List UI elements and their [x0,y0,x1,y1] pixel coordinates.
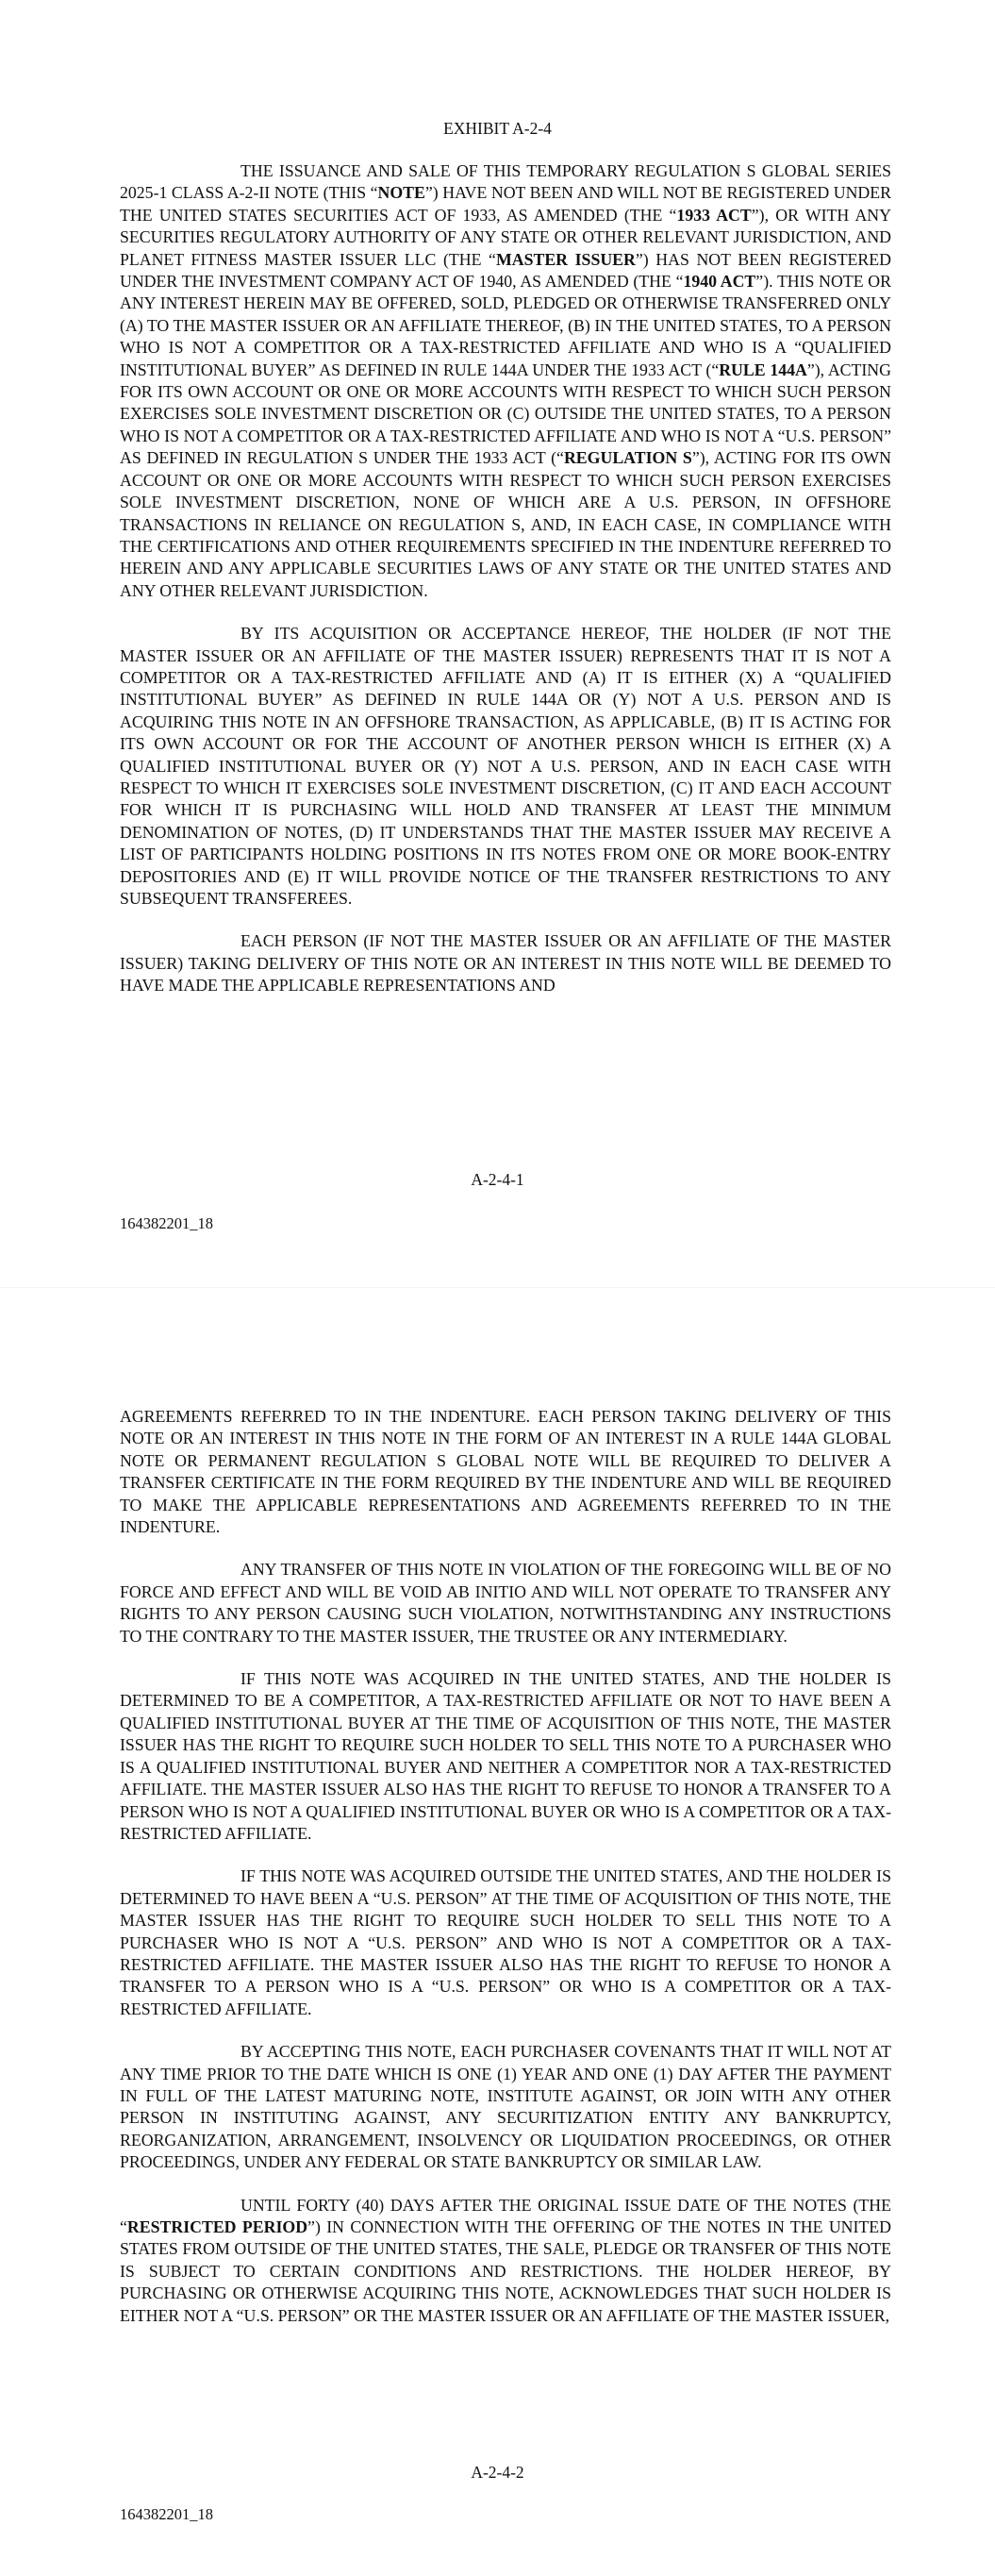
paragraph-holder-representations: BY ITS ACQUISITION OR ACCEPTANCE HEREOF, THE HOLDER (IF NOT THE MASTER ISSUER OR AN AFFILIATE OF THE MASTER ISSUER) REPRESENTS THAT IT IS NOT A COMPETITOR OR A TAX-RESTRICTED AFFILIATE AND (A) IT IS EITHER (X) A “QUALIFIED INSTITUTIONAL BUYER” AS DEFINED IN RULE 144A OR (Y) NOT A U.S. PERSON AND IS ACQUIRING THIS NOTE IN AN OFFSHORE TRANSACTION, AS APPLICABLE, (B) IT IS ACTING FOR ITS OWN ACCOUNT OR FOR THE ACCOUNT OF ANOTHER PERSON WHICH IS EITHER (X) A QUALIFIED INSTITUTIONAL BUYER OR (Y) NOT A U.S. PERSON, AND IN EACH CASE WITH RESPECT TO WHICH IT EXERCISES SOLE INVESTMENT DISCRETION, (C) IT AND EACH ACCOUNT FOR WHICH IT IS PURCHASING WILL HOLD AND TRANSFER AT LEAST THE MINIMUM DENOMINATION OF NOTES, (D) IT UNDERSTANDS THAT THE MASTER ISSUER MAY RECEIVE A LIST OF PARTICIPANTS HOLDING POSITIONS IN ITS NOTES FROM ONE OR MORE BOOK-ENTRY DEPOSITORIES AND (E) IT WILL PROVIDE NOTICE OF THE TRANSFER RESTRICTIONS TO ANY SUBSEQUENT TRANSFEREES. [120,624,891,908]
paragraph-deemed-representations: EACH PERSON (IF NOT THE MASTER ISSUER OR AN AFFILIATE OF THE MASTER ISSUER) TAKING DELIVERY OF THIS NOTE OR AN INTEREST IN THIS NOTE WILL BE DEEMED TO HAVE MADE THE APPLICABLE REPRESENTATIONS AND [120,931,891,995]
paragraph-us-acquisition: IF THIS NOTE WAS ACQUIRED IN THE UNITED STATES, AND THE HOLDER IS DETERMINED TO BE A COMPETITOR, A TAX-RESTRICTED AFFILIATE OR NOT TO HAVE BEEN A QUALIFIED INSTITUTIONAL BUYER AT THE TIME OF ACQUISITION OF THIS NOTE, THE MASTER ISSUER HAS THE RIGHT TO REQUIRE SUCH HOLDER TO SELL THIS NOTE TO A PURCHASER WHO IS A QUALIFIED INSTITUTIONAL BUYER AND NEITHER A COMPETITOR NOR A TAX-RESTRICTED AFFILIATE. THE MASTER ISSUER ALSO HAS THE RIGHT TO REFUSE TO HONOR A TRANSFER TO A PERSON WHO IS NOT A QUALIFIED INSTITUTIONAL BUYER OR WHO IS A COMPETITOR OR A TAX-RESTRICTED AFFILIATE. [120,1669,891,1843]
paragraph-transfer-legend: THE ISSUANCE AND SALE OF THIS TEMPORARY REGULATION S GLOBAL SERIES 2025-1 CLASS A-2-II NOTE (THIS “NOTE”) HAVE NOT BEEN AND WILL NOT BE REGISTERED UNDER THE UNITED STATES SECURITIES ACT OF 1933, AS AMENDED (THE “1933 ACT”), OR WITH ANY SECURITIES REGULATORY AUTHORITY OF ANY STATE OR OTHER RELEVANT JURISDICTION, AND PLANET FITNESS MASTER ISSUER LLC (THE “MASTER ISSUER”) HAS NOT BEEN REGISTERED UNDER THE INVESTMENT COMPANY ACT OF 1940, AS AMENDED (THE “1940 ACT”). THIS NOTE OR ANY INTEREST HEREIN MAY BE OFFERED, SOLD, PLEDGED OR OTHERWISE TRANSFERRED ONLY (A) TO THE MASTER ISSUER OR AN AFFILIATE THEREOF, (B) IN THE UNITED STATES, TO A PERSON WHO IS NOT A COMPETITOR OR A TAX-RESTRICTED AFFILIATE AND WHO IS A “QUALIFIED INSTITUTIONAL BUYER” AS DEFINED IN RULE 144A UNDER THE 1933 ACT (“RULE 144A”), ACTING FOR ITS OWN ACCOUNT OR ONE OR MORE ACCOUNTS WITH RESPECT TO WHICH SUCH PERSON EXERCISES SOLE INVESTMENT DISCRETION OR (C) OUTSIDE THE UNITED STATES, TO A PERSON WHO IS NOT A COMPETITOR OR A TAX-RESTRICTED AFFILIATE AND WHO IS NOT A “U.S. PERSON” AS DEFINED IN REGULATION S UNDER THE 1933 ACT (“REGULATION S”), ACTING FOR ITS OWN ACCOUNT OR ONE OR MORE ACCOUNTS WITH RESPECT TO WHICH SUCH PERSON EXERCISES SOLE INVESTMENT DISCRETION, NONE OF WHICH ARE A U.S. PERSON, IN OFFSHORE TRANSACTIONS IN RELIANCE ON REGULATION S, AND, IN EACH CASE, IN COMPLIANCE WITH THE CERTIFICATIONS AND OTHER REQUIREMENTS SPECIFIED IN THE INDENTURE REFERRED TO HEREIN AND ANY APPLICABLE SECURITIES LAWS OF ANY STATE OR THE UNITED STATES AND ANY OTHER RELEVANT JURISDICTION. [120,161,892,600]
paragraph-restricted-period: UNTIL FORTY (40) DAYS AFTER THE ORIGINAL ISSUE DATE OF THE NOTES (THE “RESTRICTED PERIOD”) IN CONNECTION WITH THE OFFERING OF THE NOTES IN THE UNITED STATES FROM OUTSIDE OF THE UNITED STATES, THE SALE, PLEDGE OR TRANSFER OF THIS NOTE IS SUBJECT TO CERTAIN CONDITIONS AND RESTRICTIONS. THE HOLDER HEREOF, BY PURCHASING OR OTHERWISE ACQUIRING THIS NOTE, ACKNOWLEDGES THAT SUCH HOLDER IS EITHER NOT A “U.S. PERSON” OR THE MASTER ISSUER OR AN AFFILIATE OF THE MASTER ISSUER, [120,2195,891,2325]
exhibit-title: EXHIBIT A-2-4 [443,119,552,138]
document-page-2 [0,1288,995,2576]
page-1-body [120,160,891,997]
paragraph-void-transfer: ANY TRANSFER OF THIS NOTE IN VIOLATION OF THE FOREGOING WILL BE OF NO FORCE AND EFFECT AND WILL BE VOID AB INITIO AND WILL NOT OPERATE TO TRANSFER ANY RIGHTS TO ANY PERSON CAUSING SUCH VIOLATION, NOTWITHSTANDING ANY INSTRUCTIONS TO THE CONTRARY TO THE MASTER ISSUER, THE TRUSTEE OR ANY INTERMEDIARY. [120,1560,891,1646]
page-number: A-2-4-2 [471,2463,524,2482]
page-2-body [120,1406,891,2327]
document-id: 164382201_18 [120,1214,213,1232]
document-id: 164382201_18 [120,2505,213,2523]
paragraph-offshore-acquisition: IF THIS NOTE WAS ACQUIRED OUTSIDE THE UNITED STATES, AND THE HOLDER IS DETERMINED TO HAVE BEEN A “U.S. PERSON” AT THE TIME OF ACQUISITION OF THIS NOTE, THE MASTER ISSUER HAS THE RIGHT TO REQUIRE SUCH HOLDER TO SELL THIS NOTE TO A PURCHASER WHO IS NOT A “U.S. PERSON” AND WHO IS NOT A COMPETITOR OR A TAX-RESTRICTED AFFILIATE. THE MASTER ISSUER ALSO HAS THE RIGHT TO REFUSE TO HONOR A TRANSFER TO A PERSON WHO IS A “U.S. PERSON” OR WHO IS A COMPETITOR OR A TAX-RESTRICTED AFFILIATE. [120,1866,891,2018]
paragraph-continuation: AGREEMENTS REFERRED TO IN THE INDENTURE. EACH PERSON TAKING DELIVERY OF THIS NOTE OR AN INTEREST IN THIS NOTE IN THE FORM OF AN INTEREST IN A RULE 144A GLOBAL NOTE OR PERMANENT REGULATION S GLOBAL NOTE WILL BE REQUIRED TO DELIVER A TRANSFER CERTIFICATE IN THE FORM REQUIRED BY THE INDENTURE AND WILL BE REQUIRED TO MAKE THE APPLICABLE REPRESENTATIONS AND AGREEMENTS REFERRED TO IN THE INDENTURE. [120,1407,891,1537]
page-number: A-2-4-1 [471,1170,524,1189]
paragraph-non-petition-covenant: BY ACCEPTING THIS NOTE, EACH PURCHASER COVENANTS THAT IT WILL NOT AT ANY TIME PRIOR TO THE DATE WHICH IS ONE (1) YEAR AND ONE (1) DAY AFTER THE PAYMENT IN FULL OF THE LATEST MATURING NOTE, INSTITUTE AGAINST, OR JOIN WITH ANY OTHER PERSON IN INSTITUTING AGAINST, ANY SECURITIZATION ENTITY ANY BANKRUPTCY, REORGANIZATION, ARRANGEMENT, INSOLVENCY OR LIQUIDATION PROCEEDINGS, OR OTHER PROCEEDINGS, UNDER ANY FEDERAL OR STATE BANKRUPTCY OR SIMILAR LAW. [120,2042,891,2172]
